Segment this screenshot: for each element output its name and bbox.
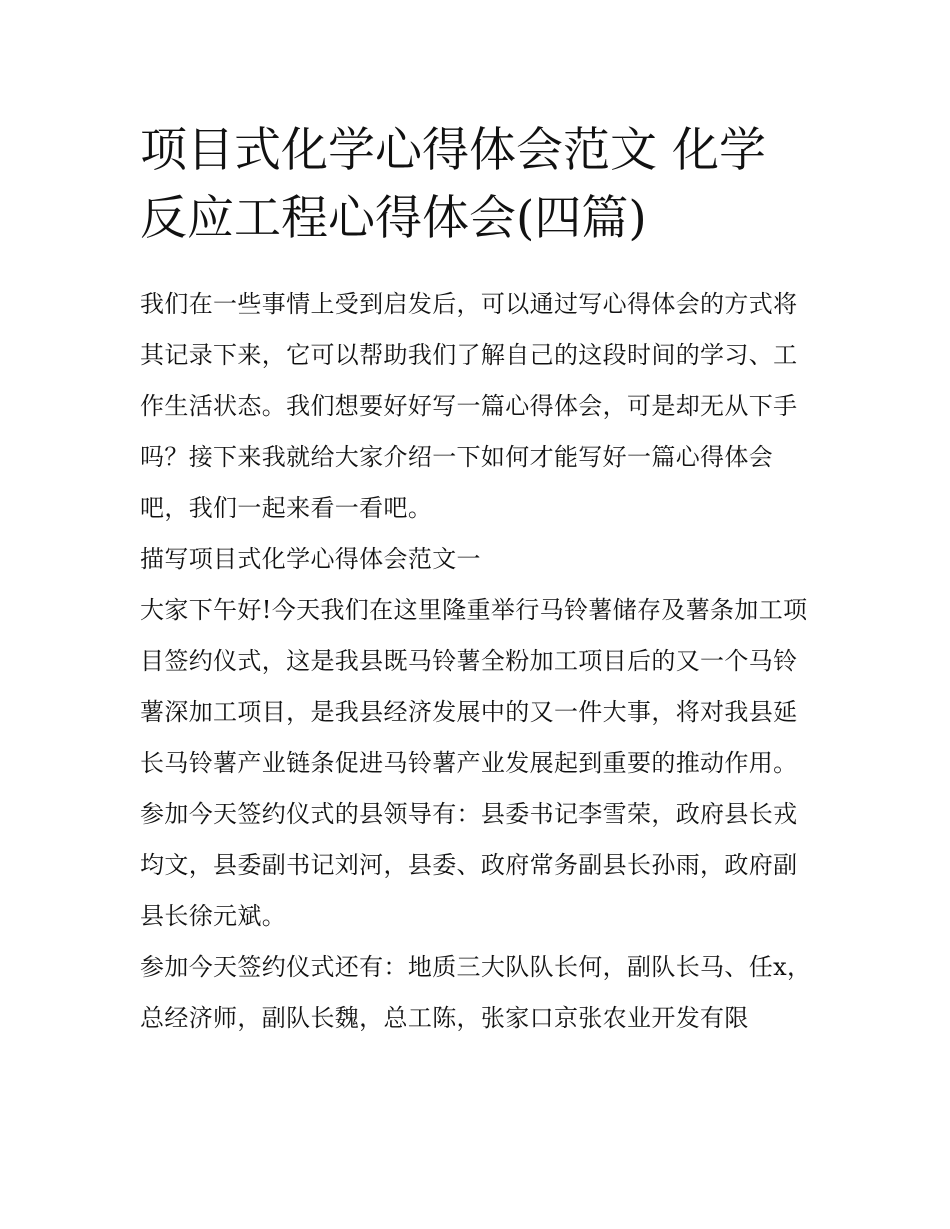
title-line-2: 反应工程心得体会(四篇) bbox=[140, 191, 647, 246]
body-paragraph: 大家下午好!今天我们在这里隆重举行马铃薯储存及薯条加工项目签约仪式，这是我县既马铃薯全粉加工项目后的又一个马铃薯深加工项目，是我县经济发展中的又一件大事，将对我县延长马铃薯产业链条促进马铃薯产业发展起到重要的推动作用。 bbox=[140, 596, 808, 777]
intro-paragraph: 我们在一些事情上受到启发后，可以通过写心得体会的方式将其记录下来，它可以帮助我们了解自己的这段时间的学习、工作生活状态。我们想要好好写一篇心得体会，可是却无从下手吗？接下来我就给大家介绍一下如何才能写好一篇心得体会吧，我们一起来看一看吧。 bbox=[140, 290, 798, 522]
document-title bbox=[140, 117, 820, 253]
body-paragraph: 参加今天签约仪式还有：地质三大队队长何，副队长马、任x，总经济师，副队长魏，总工陈，张家口京张农业开发有限 bbox=[140, 953, 812, 1032]
document-body bbox=[140, 279, 820, 1044]
title-line-1: 项目式化学心得体会范文 化学 bbox=[140, 123, 766, 178]
section-heading: 描写项目式化学心得体会范文一 bbox=[140, 545, 481, 573]
body-paragraph: 参加今天签约仪式的县领导有：县委书记李雪荣，政府县长戎均文，县委副书记刘河，县委、政府常务副县长孙雨，政府副县长徐元斌。 bbox=[140, 800, 798, 930]
